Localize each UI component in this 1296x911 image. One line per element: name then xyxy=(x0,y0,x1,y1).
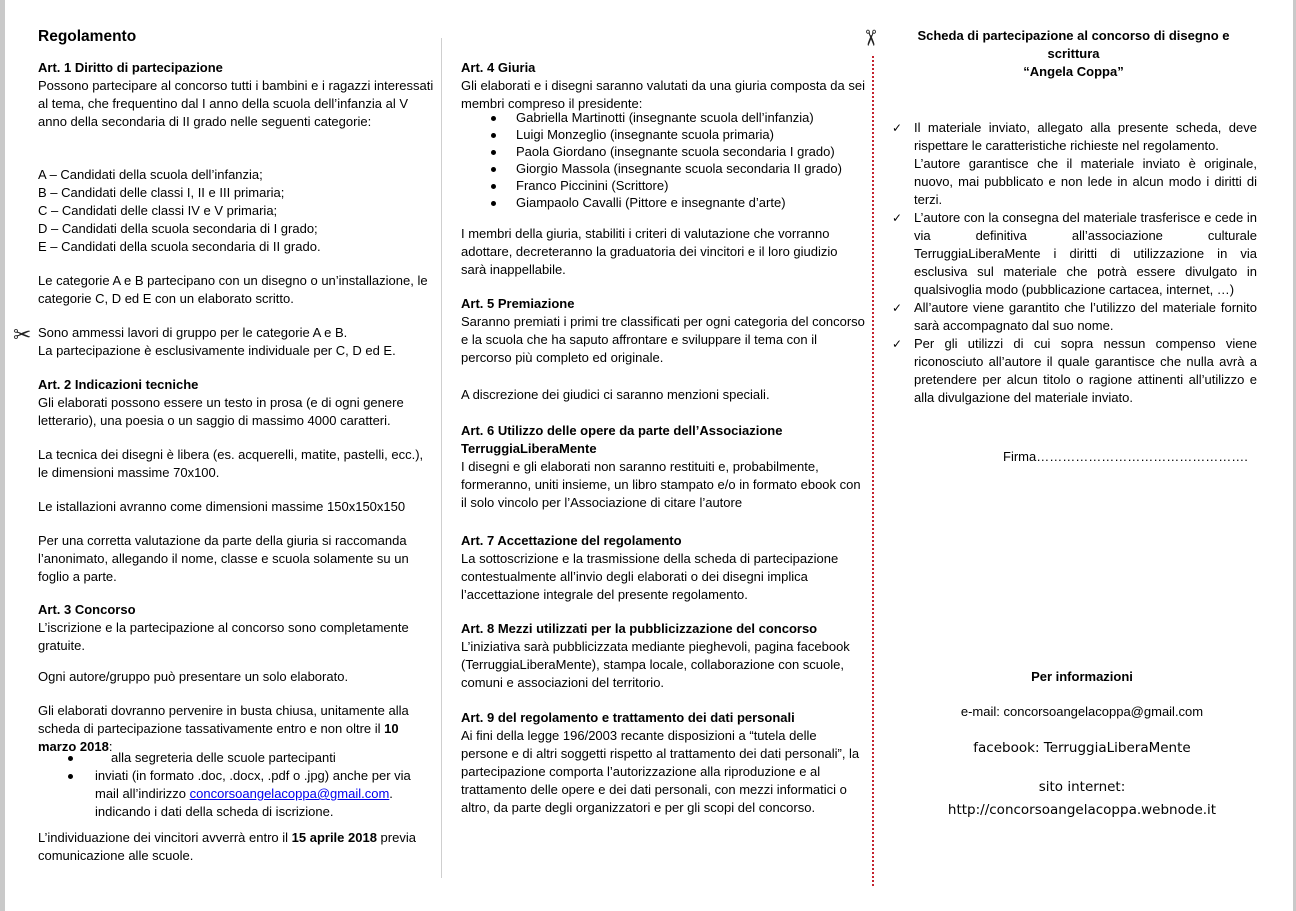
condition-item xyxy=(892,209,1257,299)
column-articles xyxy=(461,0,866,911)
art3-one-work: Ogni autore/gruppo può presentare un solo elaborato. xyxy=(38,669,349,684)
art3-heading: Art. 3 Concorso xyxy=(38,602,136,617)
jury-member xyxy=(491,194,866,211)
art4-heading: Art. 4 Giuria xyxy=(461,60,536,75)
art3-deadline-text: Gli elaborati dovranno pervenire in busta chiusa, unitamente alla scheda di partecipazione tassativamente entro e non oltre il xyxy=(38,703,409,736)
info-facebook: facebook: TerruggiaLiberaMente xyxy=(973,740,1191,756)
art8-section xyxy=(461,620,866,692)
art1-group-allowed: Sono ammessi lavori di gruppo per le categorie A e B. xyxy=(38,325,348,340)
jury-member-name: Giorgio Massola (insegnante scuola secondaria II grado) xyxy=(516,161,842,176)
condition-text: All’autore viene garantito che l’utilizzo del materiale fornito sarà accompagnato dal suo nome. xyxy=(914,300,1257,333)
category-b: B – Candidati delle classi I, II e III primaria; xyxy=(38,185,285,200)
art6-usage: I disegni e gli elaborati non saranno restituiti e, probabilmente, formeranno, uniti insieme, un libro stampato e/o in formato ebook con il solo vincolo per l’Associazione di citare l’autore xyxy=(461,459,861,510)
art3-deadline-colon: : xyxy=(108,739,113,754)
art2-drawing-technique: La tecnica dei disegni è libera (es. acquerelli, matite, pastelli, ecc.), le dimensioni massime 70x100. xyxy=(38,447,424,480)
condition-text: Il materiale inviato, allegato alla presente scheda, deve rispettare le caratteristiche richieste nel regolamento. xyxy=(914,120,1257,153)
column-entry-form xyxy=(892,0,1257,911)
entry-form-title xyxy=(892,27,1255,81)
art3-section xyxy=(38,601,436,655)
bullet-icon xyxy=(68,756,73,761)
delivery-mail-note: . indicando i dati della scheda di iscrizione. xyxy=(95,786,393,819)
entry-form-contest-name: “Angela Coppa” xyxy=(1023,64,1124,79)
categories-list xyxy=(38,166,436,256)
art8-heading: Art. 8 Mezzi utilizzati per la pubblicizzazione del concorso xyxy=(461,621,818,636)
art3-winners-text: L’individuazione dei vincitori avverrà entro il xyxy=(38,830,292,845)
jury-member-name: Franco Piccinini (Scrittore) xyxy=(516,178,669,193)
art9-heading: Art. 9 del regolamento e trattamento dei dati personali xyxy=(461,710,795,725)
art3-winners-note: previa comunicazione alle scuole. xyxy=(38,830,416,863)
jury-member-name: Paola Giordano (insegnante scuola secondaria I grado) xyxy=(516,144,835,159)
condition-item xyxy=(892,335,1257,407)
category-c: C – Candidati delle classi IV e V primaria; xyxy=(38,203,278,218)
art5-special-mentions: A discrezione dei giudici ci saranno menzioni speciali. xyxy=(461,387,770,402)
bullet-icon xyxy=(491,201,496,206)
art7-section xyxy=(461,532,866,604)
bullet-icon xyxy=(491,184,496,189)
jury-member-name: Gabriella Martinotti (insegnante scuola dell’infanzia) xyxy=(516,110,814,125)
condition-text-extra: L’autore garantisce che il materiale inviato è originale, nuovo, mai pubblicato e non lede in alcun modo i diritti di terzi. xyxy=(914,156,1257,207)
art2-anonymity: Per una corretta valutazione da parte della giuria si raccomanda l’anonimato, allegando il nome, classe e scuola solamente su un foglio a parte. xyxy=(38,533,409,584)
art3-free-entry: L’iscrizione e la partecipazione al concorso sono completamente gratuite. xyxy=(38,620,409,653)
art6-section xyxy=(461,422,866,512)
art7-heading: Art. 7 Accettazione del regolamento xyxy=(461,533,682,548)
contest-email-link[interactable]: concorsoangelacoppa@gmail.com xyxy=(189,786,390,801)
art1-individual-only: La partecipazione è esclusivamente individuale per C, D ed E. xyxy=(38,343,396,358)
art3-deadline xyxy=(38,702,436,756)
art1-group-note xyxy=(38,324,436,360)
art3-delivery-list xyxy=(68,749,436,821)
art9-section xyxy=(461,709,866,817)
condition-text: L’autore con la consegna del materiale trasferisce e cede in via definitiva all’associazione culturale TerruggiaLiberaMente i diritti di utilizzazione in via esclusiva sul materiale che potrà essere divulgato in qualsivoglia modo (pubblicazione cartacea, internet, …) xyxy=(914,210,1257,297)
art4-ranking: I membri della giuria, stabiliti i criteri di valutazione che vorranno adottare, decreteranno la graduatoria dei vincitori e il loro giudizio sarà inappellabile. xyxy=(461,226,838,277)
art9-privacy: Ai fini della legge 196/2003 recante disposizioni a “tutela delle persone e di altri soggetti rispetto al trattamento dei dati personali”, la partecipazione comporta l’autorizzazione alla riproduzione e al trattamento delle opere e dei dati personali, con mezzi informatici o altro, da parte degli organizzatori e per gli scopi del concorso. xyxy=(461,728,860,815)
jury-member xyxy=(491,177,866,194)
art1-intro: Possono partecipare al concorso tutti i bambini e i ragazzi interessati al tema, che frequentino dal I anno della scuola dell’infanzia al V anno della secondaria di II grado nelle seguenti categorie: xyxy=(38,78,434,129)
condition-item xyxy=(892,119,1257,209)
regolamento-title: Regolamento xyxy=(38,28,137,45)
art5-section xyxy=(461,295,866,367)
bullet-icon xyxy=(491,167,496,172)
page-frame-left xyxy=(0,0,5,911)
art3-winners-date: 15 aprile 2018 xyxy=(291,830,377,845)
jury-member xyxy=(491,160,866,177)
info-email: e-mail: concorsoangelacoppa@gmail.com xyxy=(960,704,1204,719)
info-site-url: http://concorsoangelacoppa.webnode.it xyxy=(947,802,1217,818)
art6-heading: Art. 6 Utilizzo delle opere da parte dell’Associazione xyxy=(461,423,783,438)
art3-deadline-date: 10 marzo 2018 xyxy=(38,721,399,754)
art4-section xyxy=(461,59,866,113)
art5-winners: Saranno premiati i primi tre classificati per ogni categoria del concorso e la scuola che ha saputo affrontare e sviluppare il tema con il percorso più completo ed originale. xyxy=(461,314,865,365)
art1-section xyxy=(38,59,436,131)
art5-heading: Art. 5 Premiazione xyxy=(461,296,575,311)
condition-item xyxy=(892,299,1257,335)
check-mark-icon: ✓ xyxy=(892,211,903,225)
art7-acceptance: La sottoscrizione e la trasmissione della scheda di partecipazione contestualmente all’invio degli elaborati o dei disegni implica l’accettazione integrale del presente regolamento. xyxy=(461,551,839,602)
delivery-schools: alla segreteria delle scuole partecipanti xyxy=(111,750,336,765)
art1-categories-note: Le categorie A e B partecipano con un disegno o un’installazione, le categorie C, D ed E con un elaborato scritto. xyxy=(38,273,428,306)
art2-section xyxy=(38,376,436,430)
delivery-mail-text: inviati (in formato .doc, .docx, .pdf o .jpg) anche per via mail all’indirizzo xyxy=(95,768,411,801)
jury-member xyxy=(491,143,866,160)
art2-heading: Art. 2 Indicazioni tecniche xyxy=(38,377,199,392)
check-mark-icon: ✓ xyxy=(892,121,903,135)
bullet-icon xyxy=(68,774,73,779)
category-e: E – Candidati della scuola secondaria di II grado. xyxy=(38,239,321,254)
bullet-icon xyxy=(491,133,496,138)
category-d: D – Candidati della scuola secondaria di I grado; xyxy=(38,221,318,236)
condition-text: Per gli utilizzi di cui sopra nessun compenso viene riconosciuto all’autore il quale garantisce che nulla avrà a pretendere per alcun titolo o ragione attinenti all’utilizzo e alla divulgazione del materiale inviato. xyxy=(914,336,1257,405)
column-divider xyxy=(441,38,442,878)
art2-text-length: Gli elaborati possono essere un testo in prosa (e di ogni genere letterario), una poesia o un saggio di massimo 4000 caratteri. xyxy=(38,395,404,428)
bullet-icon xyxy=(491,150,496,155)
cut-line xyxy=(872,56,874,886)
list-item xyxy=(68,767,436,821)
jury-member xyxy=(491,126,866,143)
column-regolamento xyxy=(38,0,436,911)
check-mark-icon: ✓ xyxy=(892,301,903,315)
info-site-label: sito internet: xyxy=(1038,779,1126,795)
art8-publicity: L’iniziativa sarà pubblicizzata mediante pieghevoli, pagina facebook (TerruggiaLiberaMente), stampa locale, collaborazione con scuole, comuni e associazioni del territorio. xyxy=(461,639,850,690)
jury-member-name: Luigi Monzeglio (insegnante scuola primaria) xyxy=(516,127,774,142)
signature-line: Firma…………………………………………. xyxy=(1003,449,1248,464)
entry-form-title-text: Scheda di partecipazione al concorso di disegno e scrittura xyxy=(917,28,1230,61)
jury-list xyxy=(491,109,866,211)
art4-intro: Gli elaborati e i disegni saranno valutati da una giuria composta da sei membri compreso il presidente: xyxy=(461,78,865,111)
jury-member-name: Giampaolo Cavalli (Pittore e insegnante d’arte) xyxy=(516,195,786,210)
scissors-icon: ✂ xyxy=(13,322,32,347)
category-a: A – Candidati della scuola dell’infanzia; xyxy=(38,167,263,182)
bullet-icon xyxy=(491,116,496,121)
list-item xyxy=(68,749,436,767)
info-title: Per informazioni xyxy=(1031,669,1133,684)
entry-conditions-list xyxy=(892,119,1257,407)
art6-heading-association: TerruggiaLiberaMente xyxy=(461,441,597,456)
art2-installations: Le istallazioni avranno come dimensioni massime 150x150x150 xyxy=(38,499,406,514)
jury-member xyxy=(491,109,866,126)
scissors-icon: ✂ xyxy=(858,28,884,48)
art1-heading: Art. 1 Diritto di partecipazione xyxy=(38,60,223,75)
art3-winners xyxy=(38,829,436,865)
check-mark-icon: ✓ xyxy=(892,337,903,351)
